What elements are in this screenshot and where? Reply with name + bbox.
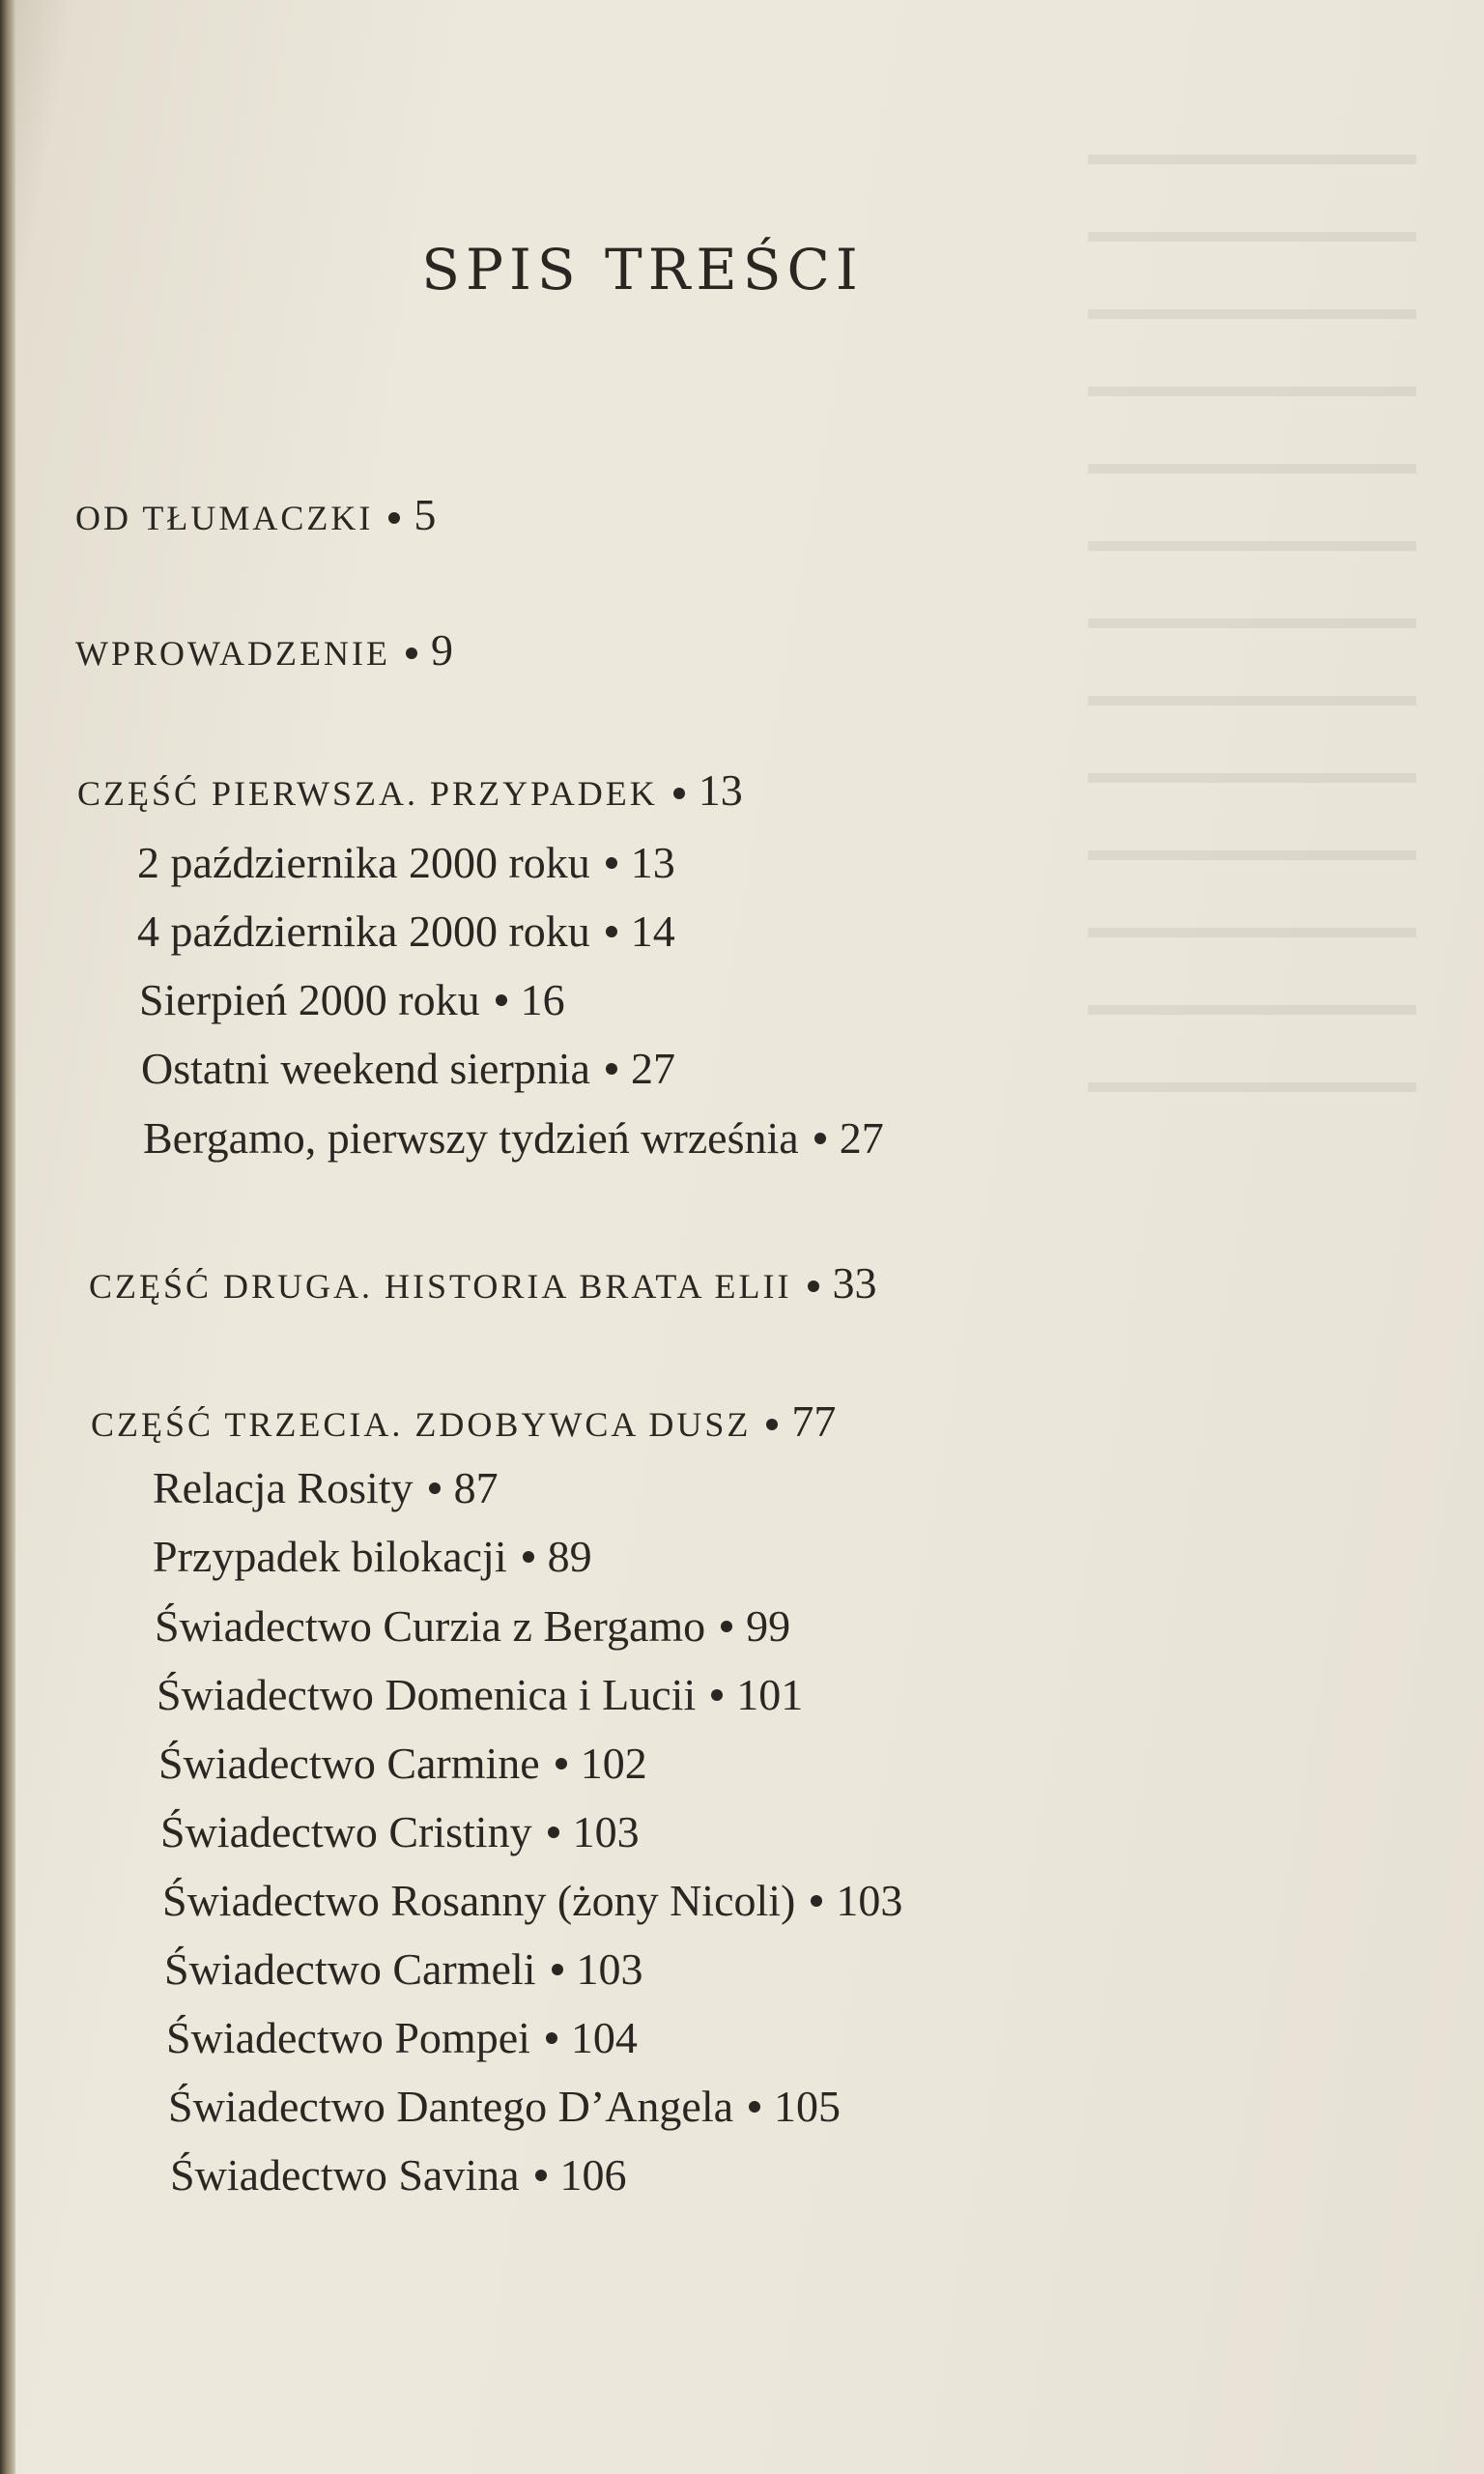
bullet-separator — [548, 1827, 559, 1838]
toc-section — [89, 1258, 877, 1308]
bullet-separator — [814, 1133, 826, 1144]
toc-page-number: 103 — [576, 1944, 643, 1994]
bullet-separator — [556, 1758, 567, 1769]
toc-item-title: Świadectwo Rosanny (żony Nicoli) — [162, 1876, 796, 1925]
book-spine-shadow — [0, 0, 15, 2474]
bullet-separator — [523, 1551, 534, 1563]
toc-page-number: 87 — [453, 1463, 499, 1512]
toc-page-number: 89 — [547, 1532, 592, 1581]
bullet-separator — [606, 926, 617, 937]
toc-item-title: Ostatni weekend sierpnia — [141, 1044, 590, 1093]
toc-page-number: 27 — [630, 1044, 675, 1093]
toc-item — [157, 1670, 804, 1719]
toc-section — [77, 765, 743, 815]
toc-page-number: 99 — [746, 1601, 791, 1651]
toc-page-number: 102 — [580, 1739, 647, 1788]
toc-section — [75, 490, 437, 539]
bullet-separator — [406, 647, 417, 659]
toc-section-title: CZĘŚĆ TRZECIA. ZDOBYWCA DUSZ — [91, 1405, 752, 1444]
toc-item-title: Świadectwo Pompei — [166, 2013, 530, 2062]
toc-item-title: Świadectwo Cristiny — [160, 1807, 532, 1856]
toc-page-number: 103 — [572, 1807, 640, 1856]
toc-page-number: 16 — [520, 975, 565, 1024]
toc-section-title: CZĘŚĆ PIERWSZA. PRZYPADEK — [77, 774, 658, 813]
toc-item — [153, 1463, 499, 1512]
toc-section — [75, 625, 453, 675]
toc-item — [164, 1944, 643, 1994]
toc-item — [139, 975, 565, 1024]
toc-item-title: 4 października 2000 roku — [137, 906, 590, 956]
bullet-separator — [808, 1280, 819, 1292]
toc-item-title: Świadectwo Carmeli — [164, 1944, 536, 1994]
toc-page-number: 101 — [736, 1670, 804, 1719]
bullet-separator — [721, 1621, 732, 1632]
toc-item — [158, 1741, 647, 1786]
toc-item — [168, 2082, 842, 2131]
toc-page-number: 103 — [836, 1876, 903, 1925]
toc-item — [137, 906, 675, 956]
toc-item — [143, 1113, 884, 1163]
toc-page-number: 14 — [630, 906, 675, 956]
toc-section — [91, 1396, 837, 1446]
toc-item-title: Relacja Rosity — [153, 1463, 414, 1512]
toc-page-number: 104 — [570, 2013, 638, 2062]
bullet-separator — [749, 2101, 760, 2113]
bullet-separator — [711, 1689, 723, 1701]
toc-item — [166, 2013, 638, 2062]
toc-page-number: 9 — [430, 625, 453, 675]
toc-page-number: 77 — [791, 1396, 837, 1446]
toc-item — [162, 1876, 903, 1925]
toc-item — [170, 2150, 627, 2200]
toc-page-number: 27 — [839, 1113, 884, 1163]
toc-item — [155, 1601, 791, 1651]
bullet-separator — [535, 2170, 547, 2181]
toc-item — [153, 1532, 592, 1581]
toc-item — [137, 838, 675, 887]
toc-page-number: 5 — [414, 490, 437, 539]
bullet-separator — [606, 1063, 617, 1075]
bullet-separator — [606, 857, 617, 869]
toc-item — [160, 1807, 640, 1856]
toc-section-title: WPROWADZENIE — [75, 634, 390, 673]
page-title: SPIS TREŚCI — [421, 237, 864, 302]
bullet-separator — [546, 2032, 557, 2044]
toc-page-number: 106 — [559, 2150, 627, 2200]
toc-item-title: Świadectwo Savina — [170, 2150, 520, 2200]
bullet-separator — [496, 994, 507, 1006]
toc-item-title: Świadectwo Dantego D’Angela — [168, 2082, 734, 2131]
toc-item-title: Świadectwo Curzia z Bergamo — [155, 1601, 706, 1651]
bullet-separator — [388, 512, 400, 524]
toc-item — [141, 1044, 675, 1093]
toc-section-title: CZĘŚĆ DRUGA. HISTORIA BRATA ELII — [89, 1267, 792, 1306]
toc-item-title: 2 października 2000 roku — [137, 838, 590, 887]
bullet-separator — [429, 1482, 441, 1494]
bullet-separator — [673, 788, 685, 799]
bullet-separator — [811, 1895, 822, 1907]
toc-item-title: Przypadek bilokacji — [153, 1532, 507, 1581]
toc-item-title: Sierpień 2000 roku — [139, 975, 480, 1024]
toc-section-title: OD TŁUMACZKI — [75, 499, 374, 537]
toc-item-title: Świadectwo Domenica i Lucii — [157, 1670, 697, 1719]
toc-page-number: 13 — [698, 765, 743, 815]
toc-item-title: Świadectwo Carmine — [158, 1739, 540, 1788]
toc-page-number: 33 — [832, 1258, 877, 1308]
bullet-separator — [552, 1964, 563, 1975]
toc-page-number: 13 — [630, 838, 675, 887]
bullet-separator — [766, 1419, 778, 1430]
toc-item-title: Bergamo, pierwszy tydzień września — [143, 1113, 799, 1163]
toc-page-number: 105 — [774, 2082, 842, 2131]
